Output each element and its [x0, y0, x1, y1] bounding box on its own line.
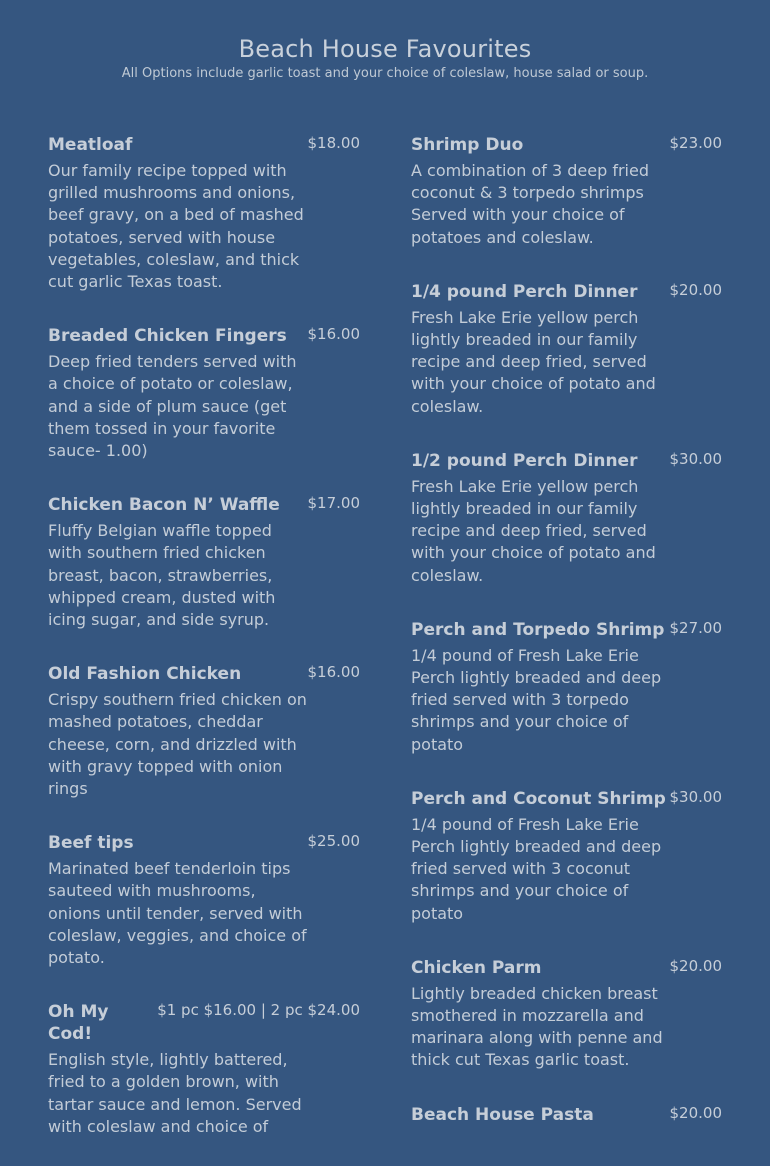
item-name: 1/2 pound Perch Dinner: [411, 450, 638, 471]
menu-item-breaded-chicken-fingers: [48, 321, 360, 462]
item-description: Lightly breaded chicken breast smothered in mozzarella and marinara along with penne and thick cut Texas garlic toast.: [411, 983, 663, 1070]
item-price: $20.00: [669, 280, 722, 299]
item-price: $23.00: [669, 134, 722, 152]
page-subtitle: All Options include garlic toast and your choice of coleslaw, house salad or soup.: [121, 66, 649, 81]
item-name: Perch and Coconut Shrimp: [411, 788, 666, 809]
item-description: 1/4 pound of Fresh Lake Erie Perch lightly breaded and deep fried served with 3 coconut shrimps and your choice of potato: [411, 814, 662, 923]
item-price: $18.00: [307, 134, 360, 152]
item-price: $25.00: [307, 832, 360, 851]
item-description: Fresh Lake Erie yellow perch lightly breaded in our family recipe and deep fried, served with your choice of potato and coleslaw.: [411, 307, 656, 416]
menu-item-chicken-bacon-waffle: [48, 490, 360, 631]
item-price: $30.00: [669, 449, 722, 468]
item-description: English style, lightly battered, fried to a golden brown, with tartar sauce and lemon. Served with coleslaw and choice of: [48, 1050, 302, 1136]
item-price: $30.00: [669, 787, 722, 806]
item-name: Shrimp Duo: [411, 135, 524, 155]
menu-item-beach-house-pasta: [411, 1100, 722, 1126]
menu-item-chicken-parm: [411, 953, 722, 1072]
item-price: $1 pc $16.00 | 2 pc $24.00: [157, 1001, 360, 1020]
item-name: Beach House Pasta: [411, 1104, 594, 1125]
item-price: $20.00: [669, 956, 722, 975]
item-description: Deep fried tenders served with a choice of potato or coleslaw, and a side of plum sauce (get them tossed in your favorite sauce- 1.00): [48, 352, 297, 461]
item-description: Marinated beef tenderloin tips sauteed with mushrooms, onions until tender, served with coleslaw, veggies, and choice of potato.: [48, 859, 307, 968]
item-description: A combination of 3 deep fried coconut & 3 torpedo shrimps Served with your choice of potatoes and coleslaw.: [411, 161, 649, 247]
item-price: $20.00: [669, 1103, 722, 1122]
item-name: Breaded Chicken Fingers: [48, 326, 287, 347]
item-name: Chicken Parm: [411, 957, 542, 978]
item-name: Meatloaf: [48, 135, 133, 155]
menu-item-meatloaf: [48, 130, 360, 293]
item-price: $17.00: [307, 494, 360, 513]
item-name: 1/4 pound Perch Dinner: [411, 281, 638, 302]
item-price: $16.00: [307, 663, 360, 682]
menu-column-left: [48, 130, 360, 1166]
item-description: Fluffy Belgian waffle topped with southern fried chicken breast, bacon, strawberries, whipped cream, dusted with icing sugar, and side syrup.: [48, 521, 276, 630]
menu-column-right: [411, 130, 722, 1154]
item-name: Chicken Bacon N’ Waffle: [48, 495, 280, 516]
menu-item-oh-my-cod: [48, 997, 360, 1138]
menu-item-half-perch-dinner: [411, 446, 722, 587]
menu-item-shrimp-duo: [411, 130, 722, 249]
item-description: 1/4 pound of Fresh Lake Erie Perch lightly breaded and deep fried served with 3 torpedo shrimps and your choice of potato: [411, 645, 662, 754]
menu-item-old-fashion-chicken: [48, 659, 360, 800]
menu-header: [0, 32, 770, 82]
item-price: $27.00: [669, 618, 722, 637]
item-name: Old Fashion Chicken: [48, 664, 242, 685]
item-price: $16.00: [307, 325, 360, 344]
page-title: Beach House Favourites: [238, 35, 532, 63]
item-name: Oh My Cod!: [48, 1002, 109, 1045]
menu-item-beef-tips: [48, 828, 360, 969]
item-description: Fresh Lake Erie yellow perch lightly breaded in our family recipe and deep fried, served with your choice of potato and coleslaw.: [411, 476, 656, 585]
item-description: Our family recipe topped with grilled mushrooms and onions, beef gravy, on a bed of mashed potatoes, served with house vegetables, coleslaw, and thick cut garlic Texas toast.: [48, 161, 304, 292]
menu-item-perch-coconut-shrimp: [411, 784, 722, 925]
item-name: Beef tips: [48, 833, 134, 854]
item-description: Crispy southern fried chicken on mashed potatoes, cheddar cheese, corn, and drizzled with with gravy topped with onion rings: [48, 690, 307, 799]
menu-item-perch-torpedo-shrimp: [411, 615, 722, 756]
menu-item-quarter-perch-dinner: [411, 277, 722, 418]
item-name: Perch and Torpedo Shrimp: [411, 619, 665, 640]
